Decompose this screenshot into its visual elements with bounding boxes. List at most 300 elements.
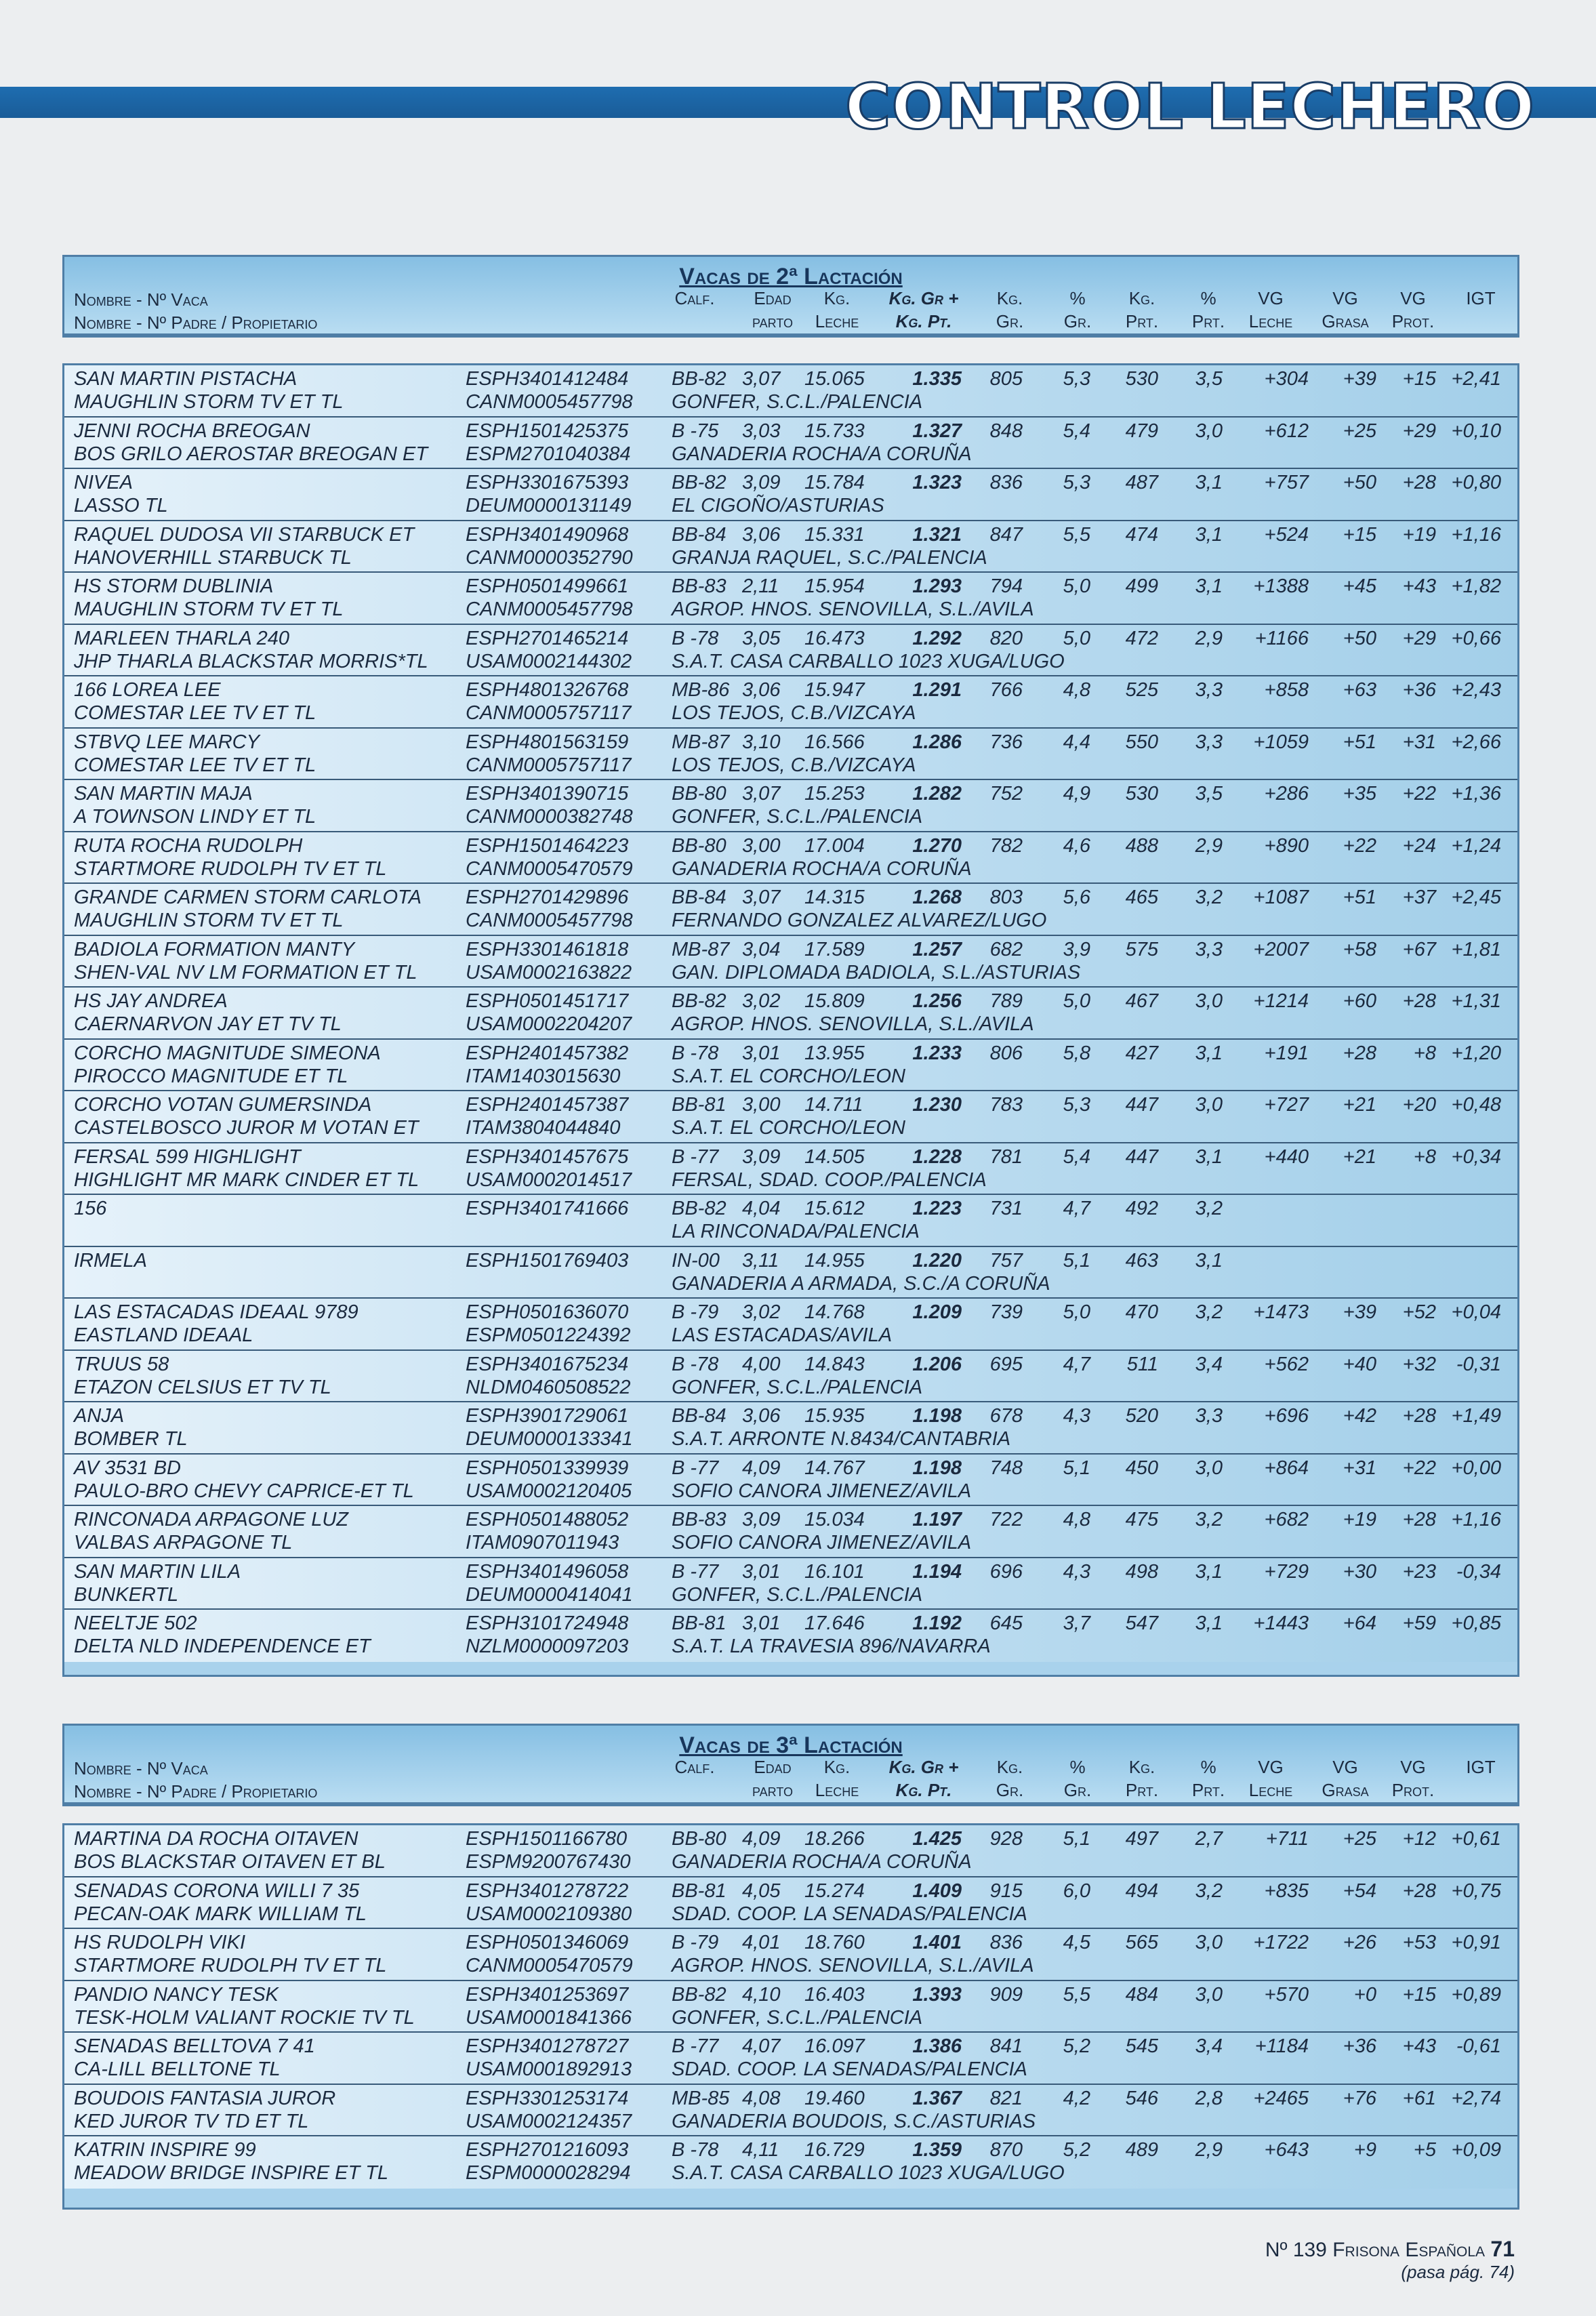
value-pgr: 4,5 bbox=[1063, 1932, 1090, 1953]
value-vgg: +40 bbox=[1343, 1353, 1376, 1375]
value-vgl: +1087 bbox=[1253, 887, 1309, 908]
value-vgl: +757 bbox=[1264, 472, 1309, 493]
column-header bbox=[883, 1755, 964, 1802]
section-header-bar bbox=[64, 257, 1517, 336]
cow-name: SENADAS BELLTOVA 7 41 bbox=[74, 2035, 315, 2057]
column-header bbox=[1230, 1755, 1311, 1802]
value-vgg: +25 bbox=[1343, 1828, 1376, 1850]
cow-name: SENADAS CORONA WILLI 7 35 bbox=[74, 1880, 360, 1902]
value-pprt: 2,9 bbox=[1195, 834, 1223, 857]
value-calf: MB-85 bbox=[672, 2087, 730, 2109]
value-vgg: +50 bbox=[1343, 627, 1376, 649]
column-header-line2: Leche bbox=[1248, 1780, 1293, 1800]
value-kggr: 805 bbox=[989, 368, 1023, 390]
sire-id: USAM0002163822 bbox=[466, 961, 632, 983]
value-edad: 4,10 bbox=[742, 1983, 781, 2006]
background-watermark bbox=[54, 7, 75, 96]
value-pprt: 3,1 bbox=[1195, 1560, 1223, 1583]
value-vgl: +864 bbox=[1264, 1457, 1309, 1479]
value-calf: B -79 bbox=[672, 1301, 719, 1323]
value-edad: 4,07 bbox=[742, 2035, 781, 2057]
value-pprt: 3,0 bbox=[1195, 420, 1223, 442]
value-pgr: 5,2 bbox=[1063, 2035, 1090, 2057]
cow-id: ESPH3301461818 bbox=[466, 938, 629, 960]
cow-name: CORCHO VOTAN GUMERSINDA bbox=[74, 1094, 372, 1116]
value-pprt: 3,0 bbox=[1195, 990, 1223, 1012]
value-edad: 3,03 bbox=[742, 420, 781, 442]
value-edad: 3,00 bbox=[742, 834, 781, 857]
value-vgp: +22 bbox=[1402, 783, 1436, 805]
sire-name: BOS GRILO AEROSTAR BREOGAN ET bbox=[74, 443, 428, 465]
owner: GANADERIA ROCHA/A CORUÑA bbox=[672, 443, 972, 465]
cow-name: RINCONADA ARPAGONE LUZ bbox=[74, 1509, 348, 1530]
owner: GAN. DIPLOMADA BADIOLA, S.L./ASTURIAS bbox=[672, 961, 1081, 983]
value-vgp: +28 bbox=[1402, 1880, 1436, 1902]
value-kgprt: 565 bbox=[1125, 1932, 1158, 1953]
value-igt: +1,16 bbox=[1451, 1509, 1501, 1530]
value-vgp: +43 bbox=[1402, 575, 1436, 597]
value-vgp: +20 bbox=[1402, 1094, 1436, 1116]
value-pgr: 4,2 bbox=[1063, 2087, 1090, 2109]
value-kggr: 678 bbox=[989, 1405, 1023, 1427]
table-row bbox=[64, 1195, 1517, 1247]
column-header-line2: Prt. bbox=[1191, 1780, 1225, 1800]
table-row bbox=[64, 1558, 1517, 1610]
value-kggr: 806 bbox=[989, 1042, 1023, 1064]
value-calf: B -78 bbox=[672, 627, 719, 649]
value-edad: 3,04 bbox=[742, 938, 781, 960]
column-header-line2: Prt. bbox=[1191, 311, 1225, 331]
value-vgp: +43 bbox=[1402, 2035, 1436, 2057]
sire-id: USAM0002014517 bbox=[466, 1169, 632, 1191]
cow-id: ESPH1501425375 bbox=[466, 420, 629, 442]
table-row bbox=[64, 832, 1517, 885]
owner: GONFER, S.C.L./PALENCIA bbox=[672, 2006, 923, 2029]
value-calf: BB-82 bbox=[672, 1983, 727, 2006]
sire-name: MAUGHLIN STORM TV ET TL bbox=[74, 598, 344, 620]
value-edad: 3,06 bbox=[742, 523, 781, 546]
column-header-line1: Edad bbox=[754, 1757, 792, 1777]
value-vgl: +727 bbox=[1264, 1094, 1309, 1116]
value-pprt: 3,3 bbox=[1195, 731, 1223, 753]
value-igt: -0,31 bbox=[1456, 1353, 1501, 1375]
value-pgr: 5,1 bbox=[1063, 1457, 1090, 1479]
value-vgg: +60 bbox=[1343, 990, 1376, 1012]
value-calf: BB-80 bbox=[672, 834, 727, 857]
value-pgr: 6,0 bbox=[1063, 1880, 1090, 1902]
value-leche: 15.253 bbox=[804, 783, 865, 805]
sire-id: ESPM9200767430 bbox=[466, 1851, 631, 1873]
value-kgprt: 530 bbox=[1125, 783, 1158, 805]
table-row bbox=[64, 780, 1517, 832]
value-vgl: +1184 bbox=[1254, 2035, 1309, 2057]
sire-name: ETAZON CELSIUS ET TV TL bbox=[74, 1376, 331, 1398]
cow-id: ESPH0501339939 bbox=[466, 1457, 629, 1479]
owner: AGROP. HNOS. SENOVILLA, S.L./AVILA bbox=[672, 1955, 1034, 1976]
value-kgprt: 479 bbox=[1125, 420, 1158, 442]
value-vgg: +54 bbox=[1343, 1880, 1376, 1902]
value-leche: 15.947 bbox=[804, 679, 865, 701]
owner: SOFIO CANORA JIMENEZ/AVILA bbox=[672, 1532, 972, 1553]
value-leche: 14.955 bbox=[804, 1249, 865, 1272]
value-vgl: +2465 bbox=[1253, 2087, 1309, 2109]
value-calf: B -75 bbox=[672, 420, 719, 442]
value-vgp: +32 bbox=[1402, 1353, 1436, 1375]
value-kggr: 803 bbox=[989, 887, 1023, 908]
value-kgprt: 484 bbox=[1125, 1983, 1158, 2006]
value-vgp: +28 bbox=[1402, 472, 1436, 493]
owner: SDAD. COOP. LA SENADAS/PALENCIA bbox=[672, 2058, 1027, 2080]
value-igt: +1,82 bbox=[1451, 575, 1501, 597]
value-vgg: +45 bbox=[1343, 575, 1376, 597]
column-header-line2: Kg. Pt. bbox=[895, 311, 952, 331]
value-leche: 15.733 bbox=[804, 420, 865, 442]
value-edad: 4,00 bbox=[742, 1353, 781, 1375]
column-header-line2: Kg. Pt. bbox=[895, 1780, 952, 1800]
table-row bbox=[64, 418, 1517, 470]
sire-name: PECAN-OAK MARK WILLIAM TL bbox=[74, 1903, 367, 1925]
cow-name: STBVQ LEE MARCY bbox=[74, 731, 260, 753]
cow-name: 166 LOREA LEE bbox=[74, 679, 221, 701]
sire-name: VALBAS ARPAGONE TL bbox=[74, 1532, 293, 1553]
value-kgprt: 511 bbox=[1126, 1353, 1158, 1375]
column-header bbox=[1230, 287, 1311, 333]
value-vgl: +440 bbox=[1264, 1145, 1309, 1168]
table-row bbox=[64, 625, 1517, 677]
value-vgg: +31 bbox=[1343, 1457, 1376, 1479]
value-kggr: 682 bbox=[989, 938, 1023, 960]
owner: GANADERIA A ARMADA, S.C./A CORUÑA bbox=[672, 1272, 1050, 1295]
table-body bbox=[64, 365, 1517, 1662]
sire-id: ESPM2701040384 bbox=[466, 443, 631, 465]
value-kggr: 748 bbox=[989, 1457, 1023, 1479]
cow-id: ESPH3301253174 bbox=[466, 2087, 629, 2109]
value-vgg: +39 bbox=[1343, 1301, 1376, 1323]
value-leche: 19.460 bbox=[804, 2087, 865, 2109]
sire-id: CANM0005470579 bbox=[466, 1955, 633, 1976]
sire-name: HANOVERHILL STARBUCK TL bbox=[74, 546, 352, 569]
value-kggr: 870 bbox=[989, 2139, 1023, 2161]
sire-name: LASSO TL bbox=[74, 495, 168, 516]
sire-name: CA-LILL BELLTONE TL bbox=[74, 2058, 281, 2080]
cow-name: LAS ESTACADAS IDEAAL 9789 bbox=[74, 1301, 359, 1323]
value-leche: 14.843 bbox=[804, 1353, 865, 1375]
value-pprt: 3,1 bbox=[1195, 1612, 1223, 1634]
owner: SDAD. COOP. LA SENADAS/PALENCIA bbox=[672, 1903, 1027, 1925]
value-edad: 4,08 bbox=[742, 2087, 781, 2109]
column-header bbox=[1440, 1755, 1521, 1779]
value-kggr: 731 bbox=[989, 1198, 1023, 1219]
owner: LAS ESTACADAS/AVILA bbox=[672, 1324, 893, 1346]
sire-id: USAM0002124357 bbox=[466, 2110, 632, 2132]
value-pgr: 4,7 bbox=[1063, 1198, 1090, 1219]
value-vgg: +19 bbox=[1343, 1509, 1376, 1530]
sire-id: USAM0001841366 bbox=[466, 2006, 632, 2029]
value-igt: +2,74 bbox=[1451, 2087, 1501, 2109]
sire-name: STARTMORE RUDOLPH TV ET TL bbox=[74, 857, 387, 880]
sire-id: CANM0005457798 bbox=[466, 598, 633, 620]
value-edad: 3,09 bbox=[742, 472, 781, 493]
value-kggr: 645 bbox=[989, 1612, 1023, 1634]
value-vgl: +1166 bbox=[1254, 627, 1309, 649]
value-edad: 3,02 bbox=[742, 1301, 781, 1323]
value-pgr: 5,1 bbox=[1063, 1828, 1090, 1850]
value-grpt: 1.327 bbox=[912, 420, 962, 442]
table-row bbox=[64, 1091, 1517, 1143]
value-leche: 15.784 bbox=[804, 472, 865, 493]
value-vgl: +643 bbox=[1264, 2139, 1309, 2161]
value-vgg: +28 bbox=[1343, 1042, 1376, 1064]
sire-id: ESPM0000028294 bbox=[466, 2162, 631, 2184]
cow-id: ESPH0501346069 bbox=[466, 1932, 629, 1953]
column-header-line1: Kg. Gr + bbox=[888, 288, 959, 308]
value-pgr: 3,7 bbox=[1063, 1612, 1090, 1634]
value-calf: BB-84 bbox=[672, 523, 727, 546]
sire-name: CAERNARVON JAY ET TV TL bbox=[74, 1013, 342, 1035]
value-pgr: 5,5 bbox=[1063, 523, 1090, 546]
value-kggr: 928 bbox=[989, 1828, 1023, 1850]
value-vgl: +612 bbox=[1264, 420, 1309, 442]
page-number: 71 bbox=[1490, 2237, 1515, 2261]
value-vgp: +59 bbox=[1402, 1612, 1436, 1634]
cow-id: ESPH3401278727 bbox=[466, 2035, 629, 2057]
value-igt: +1,20 bbox=[1451, 1042, 1501, 1064]
value-edad: 3,09 bbox=[742, 1509, 781, 1530]
sire-id: CANM0005457798 bbox=[466, 391, 633, 413]
value-pgr: 5,8 bbox=[1063, 1042, 1090, 1064]
value-kgprt: 450 bbox=[1125, 1457, 1158, 1479]
column-header-line2: Prt. bbox=[1125, 311, 1159, 331]
value-edad: 3,09 bbox=[742, 1145, 781, 1168]
sire-name: DELTA NLD INDEPENDENCE ET bbox=[74, 1636, 371, 1657]
value-pgr: 5,5 bbox=[1063, 1983, 1090, 2006]
sire-id: NLDM0460508522 bbox=[466, 1376, 631, 1398]
owner: FERNANDO GONZALEZ ALVAREZ/LUGO bbox=[672, 910, 1047, 931]
owner: S.A.T. CASA CARBALLO 1023 XUGA/LUGO bbox=[672, 650, 1065, 672]
column-header-line1: VG bbox=[1332, 288, 1358, 308]
value-pgr: 5,3 bbox=[1063, 472, 1090, 493]
value-pprt: 3,3 bbox=[1195, 938, 1223, 960]
value-leche: 18.760 bbox=[804, 1932, 865, 1953]
value-pprt: 3,5 bbox=[1195, 368, 1223, 390]
value-kgprt: 547 bbox=[1125, 1612, 1158, 1634]
page-footer bbox=[1265, 2237, 1515, 2283]
column-header-line1: % bbox=[1200, 288, 1216, 308]
cow-name: TRUUS 58 bbox=[74, 1353, 169, 1375]
value-leche: 14.767 bbox=[804, 1457, 865, 1479]
continued-note: (pasa pág. 74) bbox=[1401, 2262, 1515, 2282]
table-row bbox=[64, 729, 1517, 781]
column-header-line1: % bbox=[1069, 1757, 1086, 1777]
value-kgprt: 575 bbox=[1125, 938, 1158, 960]
value-grpt: 1.335 bbox=[912, 368, 962, 390]
cow-id: ESPH1501166780 bbox=[466, 1828, 628, 1850]
owner: S.A.T. EL CORCHO/LEON bbox=[672, 1117, 905, 1139]
value-pgr: 4,3 bbox=[1063, 1560, 1090, 1583]
value-grpt: 1.230 bbox=[912, 1094, 962, 1116]
section-header-3-lactacion bbox=[62, 1724, 1519, 1806]
value-edad: 4,05 bbox=[742, 1880, 781, 1902]
value-kgprt: 467 bbox=[1125, 990, 1158, 1012]
sire-name: COMESTAR LEE TV ET TL bbox=[74, 754, 316, 776]
column-header-line1: Kg. Gr + bbox=[888, 1757, 959, 1777]
value-edad: 4,01 bbox=[742, 1932, 781, 1953]
value-kggr: 781 bbox=[989, 1145, 1023, 1168]
value-leche: 16.101 bbox=[804, 1560, 865, 1583]
value-vgg: +35 bbox=[1343, 783, 1376, 805]
value-leche: 16.473 bbox=[804, 627, 865, 649]
value-vgg: +15 bbox=[1343, 523, 1376, 546]
value-grpt: 1.291 bbox=[912, 679, 962, 701]
value-pprt: 2,9 bbox=[1195, 2139, 1223, 2161]
cow-id: ESPH0501499661 bbox=[466, 575, 629, 597]
value-vgp: +19 bbox=[1402, 523, 1436, 546]
value-grpt: 1.198 bbox=[912, 1405, 962, 1427]
cow-id: ESPH0501488052 bbox=[466, 1509, 629, 1530]
cow-name: NIVEA bbox=[74, 472, 134, 493]
cow-id: ESPH2401457387 bbox=[466, 1094, 629, 1116]
table-row bbox=[64, 1299, 1517, 1351]
value-pprt: 3,1 bbox=[1195, 1145, 1223, 1168]
value-igt: +0,75 bbox=[1451, 1880, 1501, 1902]
value-vgp: +28 bbox=[1402, 1509, 1436, 1530]
value-vgl: +1214 bbox=[1253, 990, 1309, 1012]
value-edad: 4,09 bbox=[742, 1457, 781, 1479]
value-vgp: +37 bbox=[1402, 887, 1436, 908]
cow-name: MARLEEN THARLA 240 bbox=[74, 627, 290, 649]
value-calf: BB-83 bbox=[672, 1509, 727, 1530]
cow-id: ESPH3901729061 bbox=[466, 1405, 629, 1427]
value-igt: +0,10 bbox=[1451, 420, 1501, 442]
cow-name: SAN MARTIN MAJA bbox=[74, 783, 253, 805]
value-vgl: +858 bbox=[1264, 679, 1309, 701]
value-vgl: +2007 bbox=[1253, 938, 1309, 960]
cow-id: ESPH3401412484 bbox=[466, 368, 629, 390]
cow-name: RAQUEL DUDOSA VII STARBUCK ET bbox=[74, 523, 415, 546]
value-calf: BB-80 bbox=[672, 1828, 727, 1850]
value-grpt: 1.367 bbox=[912, 2087, 962, 2109]
value-igt: +1,81 bbox=[1451, 938, 1501, 960]
table-row bbox=[64, 676, 1517, 729]
value-pprt: 2,8 bbox=[1195, 2087, 1223, 2109]
value-vgl: +682 bbox=[1264, 1509, 1309, 1530]
table-row bbox=[64, 988, 1517, 1040]
value-vgp: +28 bbox=[1402, 1405, 1436, 1427]
value-igt: +0,34 bbox=[1451, 1145, 1501, 1168]
value-grpt: 1.198 bbox=[912, 1457, 962, 1479]
sire-name: MAUGHLIN STORM TV ET TL bbox=[74, 910, 344, 931]
magazine-name: Frisona Española bbox=[1332, 2239, 1486, 2261]
value-kgprt: 525 bbox=[1125, 679, 1158, 701]
value-kgprt: 530 bbox=[1125, 368, 1158, 390]
value-kgprt: 465 bbox=[1125, 887, 1158, 908]
cow-name: NEELTJE 502 bbox=[74, 1612, 197, 1634]
value-igt: +1,36 bbox=[1451, 783, 1501, 805]
cow-name: RUTA ROCHA RUDOLPH bbox=[74, 834, 303, 857]
cow-name: HS STORM DUBLINIA bbox=[74, 575, 274, 597]
column-header-line2: Leche bbox=[1248, 311, 1293, 331]
column-header-line2: Prot. bbox=[1391, 311, 1435, 331]
value-edad: 4,04 bbox=[742, 1198, 781, 1219]
value-vgg: +22 bbox=[1343, 834, 1376, 857]
sire-name: BOS BLACKSTAR OITAVEN ET BL bbox=[74, 1851, 386, 1873]
value-grpt: 1.321 bbox=[912, 523, 962, 546]
value-pgr: 5,3 bbox=[1063, 368, 1090, 390]
cow-id: ESPH3101724948 bbox=[466, 1612, 629, 1634]
value-pprt: 3,1 bbox=[1195, 575, 1223, 597]
value-kgprt: 497 bbox=[1125, 1828, 1158, 1850]
sire-id: USAM0002144302 bbox=[466, 650, 632, 672]
value-calf: B -78 bbox=[672, 1353, 719, 1375]
value-calf: MB-87 bbox=[672, 731, 730, 753]
value-calf: BB-83 bbox=[672, 575, 727, 597]
value-pgr: 5,3 bbox=[1063, 1094, 1090, 1116]
column-header-line1: Kg. bbox=[996, 288, 1023, 308]
value-kgprt: 487 bbox=[1125, 472, 1158, 493]
value-vgg: +64 bbox=[1343, 1612, 1376, 1634]
value-kgprt: 472 bbox=[1125, 627, 1158, 649]
value-kggr: 836 bbox=[989, 1932, 1023, 1953]
value-pgr: 5,0 bbox=[1063, 990, 1090, 1012]
value-vgg: +76 bbox=[1343, 2087, 1376, 2109]
value-vgl: +1722 bbox=[1253, 1932, 1309, 1953]
value-vgg: +26 bbox=[1343, 1932, 1376, 1953]
value-igt: +0,48 bbox=[1451, 1094, 1501, 1116]
sire-id: USAM0002120405 bbox=[466, 1480, 632, 1502]
sire-id: ITAM0907011943 bbox=[466, 1532, 619, 1553]
value-pprt: 3,0 bbox=[1195, 1983, 1223, 2006]
cow-id: ESPH3401253697 bbox=[466, 1983, 629, 2006]
value-grpt: 1.409 bbox=[912, 1880, 962, 1902]
section-header-2-lactacion bbox=[62, 255, 1519, 338]
value-kgprt: 550 bbox=[1125, 731, 1158, 753]
value-vgp: +15 bbox=[1402, 1983, 1436, 2006]
value-igt: +2,41 bbox=[1451, 368, 1501, 390]
table-row bbox=[64, 1247, 1517, 1299]
sire-name: EASTLAND IDEAAL bbox=[74, 1324, 253, 1346]
value-grpt: 1.194 bbox=[912, 1560, 962, 1583]
cow-name: MARTINA DA ROCHA OITAVEN bbox=[74, 1828, 359, 1850]
value-pprt: 3,2 bbox=[1195, 1509, 1223, 1530]
value-calf: B -78 bbox=[672, 1042, 719, 1064]
value-grpt: 1.220 bbox=[912, 1249, 962, 1272]
sire-id: CANM0005757117 bbox=[466, 702, 632, 724]
cow-id: ESPH3401278722 bbox=[466, 1880, 629, 1902]
value-calf: MB-87 bbox=[672, 938, 730, 960]
value-pprt: 3,1 bbox=[1195, 523, 1223, 546]
value-vgp: +52 bbox=[1402, 1301, 1436, 1323]
cow-name: HS JAY ANDREA bbox=[74, 990, 228, 1012]
value-grpt: 1.206 bbox=[912, 1353, 962, 1375]
value-leche: 16.566 bbox=[804, 731, 865, 753]
value-kggr: 739 bbox=[989, 1301, 1023, 1323]
cow-id: ESPH2701429896 bbox=[466, 887, 629, 908]
value-kggr: 848 bbox=[989, 420, 1023, 442]
table-row bbox=[64, 1981, 1517, 2033]
value-calf: B -79 bbox=[672, 1932, 719, 1953]
owner: LA RINCONADA/PALENCIA bbox=[672, 1221, 920, 1242]
value-kggr: 820 bbox=[989, 627, 1023, 649]
value-leche: 14.711 bbox=[804, 1094, 863, 1116]
sire-name: JHP THARLA BLACKSTAR MORRIS*TL bbox=[74, 650, 428, 672]
value-pprt: 3,0 bbox=[1195, 1094, 1223, 1116]
value-vgl: +729 bbox=[1264, 1560, 1309, 1583]
value-leche: 16.729 bbox=[804, 2139, 865, 2161]
value-grpt: 1.282 bbox=[912, 783, 962, 805]
sire-id: ITAM1403015630 bbox=[466, 1065, 621, 1087]
value-grpt: 1.268 bbox=[912, 887, 962, 908]
value-pgr: 4,7 bbox=[1063, 1353, 1090, 1375]
